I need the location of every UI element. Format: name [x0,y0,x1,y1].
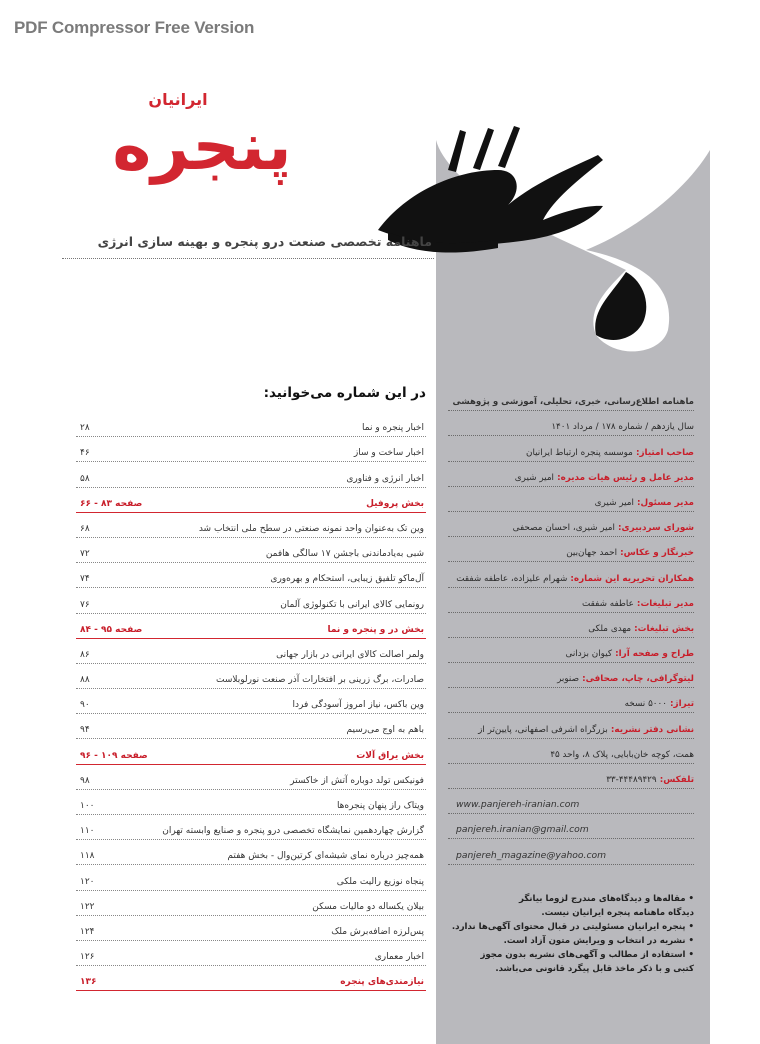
toc-row [76,815,426,840]
toc-entry-page: ۹۸ [80,775,90,786]
toc-entry-title: وین باکس، نیاز امروز آسودگی فردا [292,700,424,711]
toc-entry-title: بخش در و پنجره و نما [327,624,424,635]
toc-entry-title: گزارش چهاردهمین نمایشگاه تخصصی درو پنجره و صنایع وابسته تهران [162,826,424,837]
watermark-text: PDF Compressor Free Version [14,18,255,37]
toc-entry-title: بیلان یکساله دو مالیات مسکن [312,901,424,912]
credit-row [448,688,694,713]
credit-row [448,537,694,562]
toc-entry-page: ۱۱۰ [80,826,95,837]
toc-entry-page: ۲۸ [80,423,90,434]
toc-section-row [76,739,426,764]
credit-value: ۵۰۰۰ نسخه [624,699,667,710]
toc-row [76,538,426,563]
logo-subtitle: ایرانیان [148,90,208,109]
credit-label: تیراژ: [666,699,694,710]
contact-link[interactable]: www.panjereh-iranian.com [456,799,580,811]
toc-entry-page: ۱۲۰ [80,876,95,887]
credit-label: خبرنگار و عکاس: [617,548,694,559]
toc-row [76,840,426,865]
toc-row [76,437,426,462]
credit-value: شهرام علیزاده، عاطفه شفقت [456,573,568,584]
credit-value: صنوبر [557,674,580,685]
toc-entry-title: اخبار پنجره و نما [362,423,424,434]
credit-row [448,487,694,512]
toc-heading: در این شماره می‌خوانید: [263,385,426,401]
credit-value: مهدی ملکی [588,623,632,634]
toc-entry-title: رونمایی کالای ایرانی با تکنولوژی آلمان [280,599,424,610]
toc-row [76,563,426,588]
toc-entry-title: همه‌چیز درباره نمای شیشه‌ای کرتین‌وال - بخش هفتم [227,851,424,862]
disclaimer-line: • پنجره ایرانیان مسئولیتی در قبال محتوای آگهی‌ها ندارد. [451,922,694,932]
credit-row [448,739,694,764]
toc-entry-title: اخبار انرژی و فناوری [346,473,424,484]
credit-row [448,562,694,587]
publication-type-line: ماهنامه اطلاع‌رسانی، خبری، تحلیلی، آموزشی و پژوهشی [448,386,694,411]
toc-entry-title: صادرات، برگ زرینی بر افتخارات آذر صنعت نورلوبلاست [216,675,424,686]
toc-entry-page: ۱۲۲ [80,901,95,912]
toc-entry-title: بخش یراق آلات [356,750,424,761]
toc-entry-page: صفحه ۹۵ - ۸۴ [80,624,143,635]
toc-section-row [76,614,426,639]
credit-label: صاحب امتیاز: [632,447,694,458]
credit-value: عاطفه شفقت [582,598,634,609]
credit-row [448,663,694,688]
disclaimer-line: • مقاله‌ها و دیدگاه‌های مندرج لزوما بیانگر [518,894,694,904]
credit-value: امیر شیری، احسان مصحفی [512,523,615,534]
contact-row [448,789,694,814]
toc-row [76,689,426,714]
toc-row [76,941,426,966]
credit-label: بخش تبلیغات: [631,623,694,634]
magazine-logo: پنجره [112,108,292,185]
credit-label: تلفکس: [656,775,694,785]
toc-entry-page: ۱۰۰ [80,801,95,811]
toc-entry-page: ۱۲۴ [80,926,95,937]
credit-row [448,436,694,461]
credits-box [448,386,694,865]
toc-row [76,916,426,941]
credit-label: شورای سردبیری: [614,523,694,534]
toc-entry-title: بخش پروفیل [366,498,424,509]
toc-entry-page: ۷۶ [80,599,90,610]
toc-entry-title: آل‌ماکو تلفیق زیبایی، استحکام و بهره‌وری [270,574,424,585]
toc-entry-page: صفحه ۱۰۹ - ۹۶ [80,750,148,761]
toc-row [76,891,426,916]
toc-entry-page: ۶۸ [80,523,90,534]
toc-row [76,513,426,538]
credit-row [448,638,694,663]
credit-value: بزرگراه اشرفی اصفهانی، پایین‌تر از [478,724,608,735]
credit-label: مدیر مسئول: [633,497,694,508]
toc-row [76,865,426,890]
credit-row [448,588,694,613]
toc-entry-page: ۸۶ [80,649,90,660]
toc-section-row [76,966,426,991]
credit-row [448,462,694,487]
toc-row [76,765,426,790]
contact-row [448,814,694,839]
disclaimer-line: کتبی و با ذکر ماخذ قابل پیگرد قانونی می‌باشد. [495,964,694,974]
contact-row [448,839,694,864]
toc-entry-title: پنجاه نوزیع رالیت ملکی [336,876,424,887]
toc-entry-page: صفحه ۸۳ - ۶۶ [80,498,143,509]
bismillah-calligraphy-icon [348,110,708,350]
magazine-tagline: ماهنامه تخصصی صنعت درو پنجره و بهینه سازی انرژی [97,234,432,249]
toc-entry-title: شبی به‌یادماندنی باجشن ۱۷ سالگی هافمن [265,549,424,560]
credit-value: امیر شیری [594,497,634,508]
toc-entry-page: ۷۲ [80,549,90,560]
credit-value: کیوان بزدانی [565,649,613,660]
toc-entry-page: ۴۶ [80,448,90,459]
toc-entry-title: ویتاک راز پنهان پنجره‌ها [336,801,424,811]
toc-row [76,790,426,815]
credit-label: مدیر عامل و رئیس هیات مدیره: [554,472,694,483]
disclaimer-line: • استفاده از مطالب و آگهی‌های نشریه بدون مجوز [480,950,694,960]
toc-entry-title: اخبار معماری [374,952,424,963]
disclaimer-notes [448,892,694,976]
credit-value: امیر شیری [514,472,554,483]
credit-label: طراح و صفحه آرا: [612,649,694,660]
toc-row [76,588,426,613]
toc-entry-title: وین تک به‌عنوان واحد نمونه صنعتی در سطح ملی انتخاب شد [198,523,424,534]
credit-label: نشانی دفتر نشریه: [607,724,694,735]
toc-entry-title: فونیکس تولد دوباره آتش از خاکستر [290,775,424,786]
toc-entry-page: ۱۱۸ [80,851,95,862]
toc-entry-title: ولمر اصالت کالای ایرانی در بازار جهانی [276,649,424,660]
toc-entry-page: ۸۸ [80,675,90,686]
toc-row [76,714,426,739]
toc-entry-page: ۹۴ [80,725,90,736]
toc-entry-page: ۱۲۶ [80,952,95,963]
credit-value: همت، کوچه خان‌بابایی، پلاک ۸، واحد ۴۵ [550,749,694,760]
toc-row [76,462,426,487]
toc-entry-page: ۷۴ [80,574,90,585]
toc-entry-page: ۱۳۶ [80,977,97,988]
credit-label: مدیر تبلیغات: [633,598,694,609]
toc-row [76,639,426,664]
credit-value: ۴۴۴۸۹۴۲۹-۳۳ [606,775,657,785]
toc-entry-title: اخبار ساخت و ساز [353,448,424,459]
contact-link[interactable]: panjereh.iranian@gmail.com [456,824,589,836]
disclaimer-line: • نشریه در انتخاب و ویرایش متون آزاد است. [503,936,694,946]
disclaimer-line: دیدگاه ماهنامه پنجره ایرانیان نیست. [541,908,694,918]
credit-label: همکاران تحریریه این شماره: [567,573,694,584]
toc-section-row [76,488,426,513]
credit-value: موسسه پنجره ارتباط ایرانیان [526,447,633,458]
credit-row [448,713,694,738]
toc-row [76,412,426,437]
issue-line: سال یازدهم / شماره ۱۷۸ / مرداد ۱۴۰۱ [448,411,694,436]
credit-label: لیتوگرافی، چاپ، صحافی: [579,674,694,685]
toc-entry-title: نیازمندی‌های پنجره [340,977,424,988]
contact-link[interactable]: panjereh_magazine@yahoo.com [456,849,607,861]
toc-entry-title: پس‌لرزه اضافه‌برش ملک [331,926,424,937]
toc-entry-page: ۵۸ [80,473,90,484]
toc-row [76,664,426,689]
table-of-contents [76,412,426,991]
credit-row [448,613,694,638]
credit-row [448,512,694,537]
credit-row [448,764,694,789]
toc-entry-page: ۹۰ [80,700,90,711]
toc-entry-title: باهم به اوج می‌رسیم [346,725,424,736]
credit-value: احمد جهان‌بین [566,548,618,559]
tagline-divider [62,258,434,259]
